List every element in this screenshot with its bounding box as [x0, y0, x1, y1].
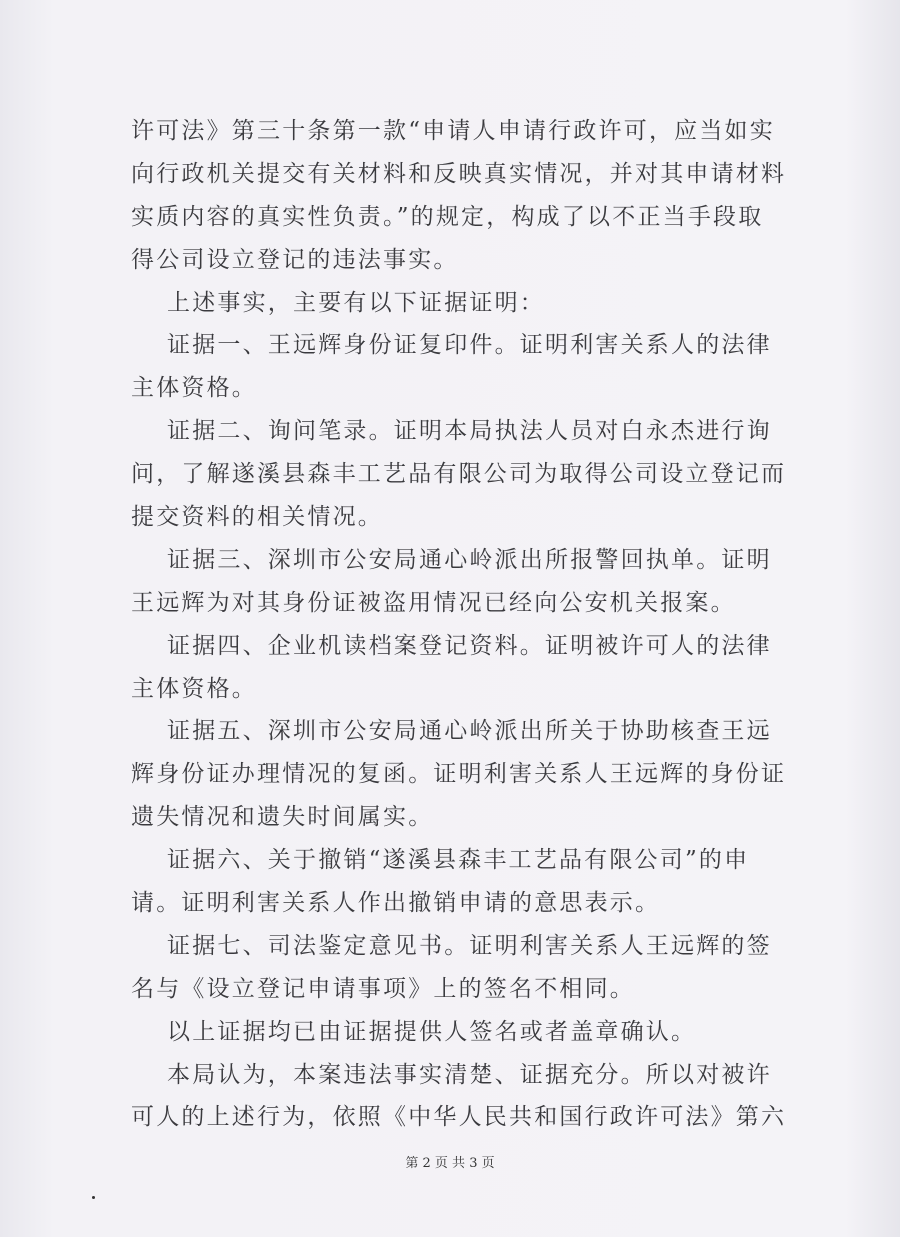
text-line: 主体资格。	[131, 375, 257, 402]
text-line: 向行政机关提交有关材料和反映真实情况，并对其申请材料	[131, 160, 787, 187]
text-line: 问，了解遂溪县森丰工艺品有限公司为取得公司设立登记而	[131, 461, 787, 488]
text-line: 证据四、企业机读档案登记资料。证明被许可人的法律	[167, 632, 772, 659]
text-line: 证据五、深圳市公安局通心岭派出所关于协助核查王远	[167, 718, 772, 745]
text-line: 可人的上述行为，依照《中华人民共和国行政许可法》第六	[131, 1104, 787, 1131]
text-line: 辉身份证办理情况的复函。证明利害关系人王远辉的身份证	[131, 761, 787, 788]
text-line: 证据六、关于撤销“遂溪县森丰工艺品有限公司”的申	[167, 847, 750, 874]
text-line: 王远辉为对其身份证被盗用情况已经向公安机关报案。	[131, 589, 736, 616]
text-line: 实质内容的真实性负责。”的规定，构成了以不正当手段取	[131, 203, 764, 230]
text-line: 名与《设立登记申请事项》上的签名不相同。	[131, 975, 635, 1002]
text-line: 请。证明利害关系人作出撤销申请的意思表示。	[131, 890, 661, 917]
text-line: 提交资料的相关情况。	[131, 504, 383, 531]
body-text	[131, 110, 787, 1139]
text-line: 主体资格。	[131, 675, 257, 702]
text-line: 证据一、王远辉身份证复印件。证明利害关系人的法律	[167, 332, 772, 359]
text-line: 遗失情况和遗失时间属实。	[131, 804, 434, 831]
text-line: 证据三、深圳市公安局通心岭派出所报警回执单。证明	[167, 546, 772, 573]
text-line: 上述事实，主要有以下证据证明：	[167, 289, 545, 316]
text-line: 许可法》第三十条第一款“申请人申请行政许可，应当如实	[131, 118, 775, 144]
page-number: 第 2 页 共 3 页	[405, 1156, 495, 1171]
scan-speck	[92, 1196, 95, 1199]
text-line: 以上证据均已由证据提供人签名或者盖章确认。	[167, 1018, 697, 1045]
text-line: 得公司设立登记的违法事实。	[131, 246, 459, 273]
text-line: 本局认为，本案违法事实清楚、证据充分。所以对被许	[167, 1061, 772, 1088]
text-line: 证据七、司法鉴定意见书。证明利害关系人王远辉的签	[167, 932, 772, 959]
text-line: 证据二、询问笔录。证明本局执法人员对白永杰进行询	[167, 418, 772, 445]
